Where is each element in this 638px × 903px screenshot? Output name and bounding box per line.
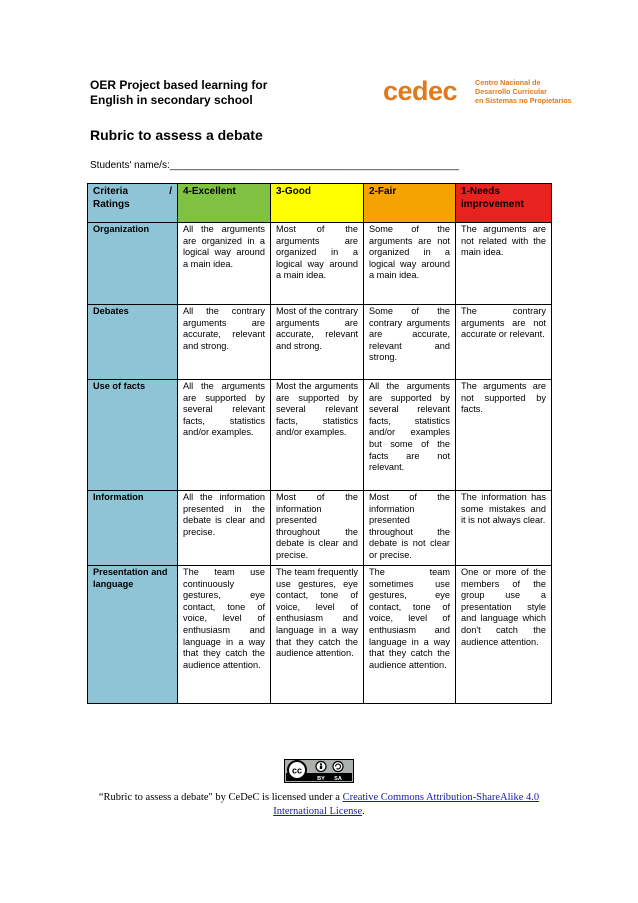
- cell-needs: The information has some mistakes and it is not always clear.: [456, 491, 552, 566]
- cell-excellent: All the arguments are organized in a logical way around a main idea.: [178, 223, 271, 305]
- license-suffix: .: [362, 806, 365, 817]
- criterion-cell: Information: [88, 491, 178, 566]
- criterion-cell: Organization: [88, 223, 178, 305]
- license-link[interactable]: Creative Commons Attribution-ShareAlike 4.0 International License: [273, 792, 540, 817]
- criterion-cell: Presentation and language: [88, 566, 178, 704]
- table-header-row: [88, 184, 552, 223]
- header-criteria: Criteria: [93, 186, 129, 197]
- students-name-field: Students' name/s:____________________________________________________: [90, 160, 459, 171]
- criterion-cell: Debates: [88, 305, 178, 380]
- header-slash: /: [169, 186, 172, 197]
- license-notice: [90, 791, 548, 819]
- logo-subtitle-line3: en Sistemas no Propietarios: [475, 96, 572, 105]
- project-title: [90, 78, 267, 108]
- criterion-cell: Use of facts: [88, 380, 178, 491]
- cell-good: Most of the information presented throughout the debate is clear and precise.: [271, 491, 364, 566]
- cell-good: Most of the contrary arguments are accurate, relevant and strong.: [271, 305, 364, 380]
- logo-subtitle: [475, 78, 572, 105]
- by-label: BY: [317, 775, 325, 782]
- by-person-head: [320, 763, 322, 765]
- cell-good: Most the arguments are supported by several relevant facts, statistics and/or examples.: [271, 380, 364, 491]
- logo-wordmark: cedec: [383, 76, 458, 106]
- cell-needs: The contrary arguments are not accurate or relevant.: [456, 305, 552, 380]
- cc-by-sa-badge[interactable]: [284, 759, 354, 783]
- table-row: [88, 491, 552, 566]
- cell-excellent: All the contrary arguments are accurate, relevant and strong.: [178, 305, 271, 380]
- cell-fair: Some of the arguments are not organized in a logical way around a main idea.: [364, 223, 456, 305]
- header-needs-improvement: 1-Needs improvement: [456, 184, 552, 223]
- cell-fair: Most of the information presented throughout the debate is not clear or precise.: [364, 491, 456, 566]
- sa-recycle-icon: [333, 762, 343, 772]
- sa-label: SA: [334, 775, 342, 782]
- header-excellent: 4-Excellent: [178, 184, 271, 223]
- table-row: [88, 223, 552, 305]
- cell-good: Most of the arguments are organized in a logical way around a main idea.: [271, 223, 364, 305]
- project-title-line2: English in secondary school: [90, 93, 253, 107]
- cell-good: The team frequently use gestures, eye contact, tone of voice, level of enthusiasm and language in a way that they catch the audience attention.: [271, 566, 364, 704]
- cell-needs: The arguments are not related with the main idea.: [456, 223, 552, 305]
- cell-fair: The team sometimes use gestures, eye contact, tone of voice, level of enthusiasm and language in a way that they catch the audience attention.: [364, 566, 456, 704]
- table-row: [88, 380, 552, 491]
- cell-excellent: The team use continuously gestures, eye contact, tone of voice, level of enthusiasm and language in a way that they catch the audience attention.: [178, 566, 271, 704]
- cc-text: cc: [291, 765, 303, 776]
- logo-subtitle-line1: Centro Nacional de: [475, 78, 541, 87]
- header-ratings: Ratings: [93, 199, 130, 210]
- cell-fair: All the arguments are supported by several relevant facts, statistics and/or examples but some of the facts are not relevant.: [364, 380, 456, 491]
- cell-needs: The arguments are not supported by facts.: [456, 380, 552, 491]
- header-fair: 2-Fair: [364, 184, 456, 223]
- table-row: [88, 566, 552, 704]
- rubric-table: [87, 183, 552, 704]
- header-criteria-ratings: [88, 184, 178, 223]
- cell-fair: Some of the contrary arguments are accurate, relevant and strong.: [364, 305, 456, 380]
- project-title-line1: OER Project based learning for: [90, 78, 268, 92]
- header-good: 3-Good: [271, 184, 364, 223]
- cell-excellent: All the arguments are supported by several relevant facts, statistics and/or examples.: [178, 380, 271, 491]
- table-row: [88, 305, 552, 380]
- by-person-body: [320, 766, 322, 769]
- cell-excellent: All the information presented in the debate is clear and precise.: [178, 491, 271, 566]
- license-prefix: “Rubric to assess a debate" by CeDeC is licensed under a: [98, 792, 343, 803]
- document-title: Rubric to assess a debate: [90, 127, 263, 143]
- cell-needs: One or more of the members of the group use a presentation style and language which don't catch the audience attention.: [456, 566, 552, 704]
- cedec-logo: [383, 76, 573, 108]
- logo-subtitle-line2: Desarrollo Curricular: [475, 87, 547, 96]
